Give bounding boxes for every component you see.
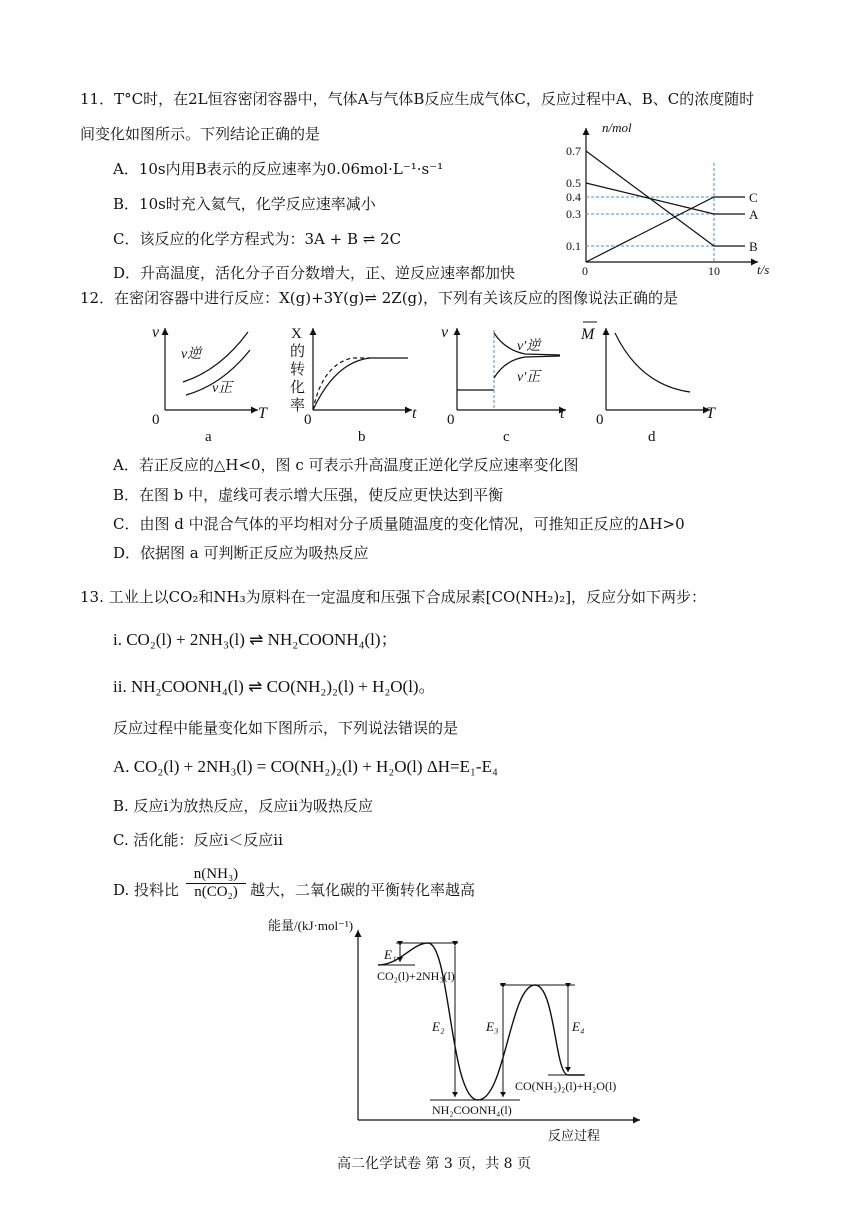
svg-text:化: 化 [290,380,306,396]
graph-c [441,324,566,445]
svg-text:0: 0 [447,412,455,428]
q11-concentration-chart [555,118,795,280]
ytick-0.3: 0.3 [566,207,581,221]
xtick-0: 0 [582,264,588,278]
svg-text:b: b [358,429,366,445]
fraction-denominator: n(CO₂) [186,883,246,901]
q13-lead: 反应过程中能量变化如下图所示，下列说法错误的是 [113,719,459,737]
energy-xlabel: 反应过程 [548,1128,601,1143]
q13-step-i: i. CO₂(l) + 2NH₃(l) ⇌ NH₂COONH₄(l)； [113,630,398,649]
ytick-0.5: 0.5 [566,176,581,190]
q13-option-d-suffix: 越大，二氧化碳的平衡转化率越高 [250,881,476,899]
label-b: B [749,239,758,254]
guide-lines [586,163,714,262]
svg-text:v逆: v逆 [181,347,202,362]
svg-text:t: t [560,405,565,422]
svg-text:v′逆: v′逆 [517,339,541,354]
svg-text:v: v [152,324,160,341]
q13-option-d-prefix: D. 投料比 [113,881,180,899]
svg-text:T: T [706,405,715,422]
q11-option-d: D．升高温度，活化分子百分数增大，正、逆反应速率都加快 [113,264,516,282]
fraction-numerator: n(NH₃) [193,866,239,882]
svg-text:E₁: E₁ [384,947,397,962]
graph-b-solid-curve [313,358,408,410]
svg-text:T: T [258,405,267,422]
svg-text:E₂: E₂ [432,1019,445,1034]
q13-option-d-fraction [186,866,246,901]
svg-text:X: X [291,326,302,342]
q11-option-c: C．该反应的化学方程式为：3A + B ⇌ 2C [113,230,402,248]
q12-option-c: C．由图 d 中混合气体的平均相对分子质量随温度的变化情况，可推知正反应的ΔH>0 [113,515,685,533]
q11-stem-line2: 间变化如图所示。下列结论正确的是 [80,125,321,143]
graph-d [580,322,716,445]
page-footer: 高二化学试卷 第 3 页，共 8 页 [336,1156,532,1172]
q12-option-d: D．依据图 a 可判断正反应为吸热反应 [113,544,369,562]
energy-ylabel: 能量/(kJ·mol⁻¹) [268,918,354,933]
q12-stem: 12．在密闭容器中进行反应：X(g)+3Y(g)⇌ 2Z(g)，下列有关该反应的图像说法正确的是 [80,289,679,307]
q11-option-b: B．10s时充入氦气，化学反应速率减小 [113,195,376,213]
ytick-0.4: 0.4 [566,190,581,204]
label-c: C [749,190,758,205]
graph-d-curve [615,333,690,392]
svg-text:v′正: v′正 [517,370,541,385]
svg-text:0: 0 [596,412,604,428]
q12-option-b: B．在图 b 中，虚线可表示增大压强，使反应更快达到平衡 [113,486,504,504]
ytick-0.7: 0.7 [566,144,581,158]
svg-text:M: M [581,326,595,343]
q12-option-a: A．若正反应的△H<0，图 c 可表示升高温度正逆化学反应速率变化图 [113,456,579,474]
energy-curve [378,943,584,1100]
q13-energy-diagram [262,910,662,1145]
series-b-line [586,151,745,246]
ytick-0.1: 0.1 [566,239,581,253]
chart-xlabel: t/s [757,262,770,277]
series-c-line [586,197,745,262]
svg-text:E₃: E₃ [486,1019,499,1034]
svg-text:0: 0 [152,412,160,428]
reactant-label: CO₂(l)+2NH₃(l) [377,969,455,983]
q11-stem-line1: 11．T°C时，在2L恒容密闭容器中，气体A与气体B反应生成气体C，反应过程中A、B、C的浓度随时 [80,90,755,108]
svg-text:c: c [503,429,510,445]
svg-text:E₄: E₄ [572,1019,585,1034]
graph-b-dashed-curve [313,358,370,410]
svg-text:转: 转 [290,362,306,378]
q13-option-a: A. CO₂(l) + 2NH₃(l) = CO(NH₂)₂(l) + H₂O(l) ΔH=E₁-E₄ [113,757,498,776]
chart-ylabel: n/mol [602,120,632,135]
svg-text:a: a [205,429,212,445]
q13-stem: 13. 工业上以CO₂和NH₃为原料在一定温度和压强下合成尿素[CO(NH₂)₂]，反应分如下两步： [80,588,707,606]
svg-text:d: d [648,429,656,445]
xtick-10: 10 [708,264,720,278]
graph-a [152,324,268,445]
label-a: A [749,207,759,222]
q13-step-ii: ii. NH₂COONH₄(l) ⇌ CO(NH₂)₂(l) + H₂O(l)。 [113,677,436,696]
svg-text:t: t [412,405,417,422]
svg-text:率: 率 [290,398,306,414]
product-label: CO(NH₂)₂(l)+H₂O(l) [515,1079,617,1093]
graph-b [290,326,417,445]
intermediate-label: NH₂COONH₄(l) [432,1103,512,1117]
svg-text:v正: v正 [212,381,233,396]
q11-option-a: A．10s内用B表示的反应速率为0.06mol·L⁻¹·s⁻¹ [113,160,444,178]
svg-text:v: v [441,324,449,341]
svg-text:0: 0 [304,412,312,428]
svg-text:的: 的 [290,344,306,360]
q12-graphs [140,318,730,448]
q13-option-c: C. 活化能：反应i＜反应ii [113,831,283,849]
q13-option-b: B. 反应i为放热反应，反应ii为吸热反应 [113,797,373,815]
